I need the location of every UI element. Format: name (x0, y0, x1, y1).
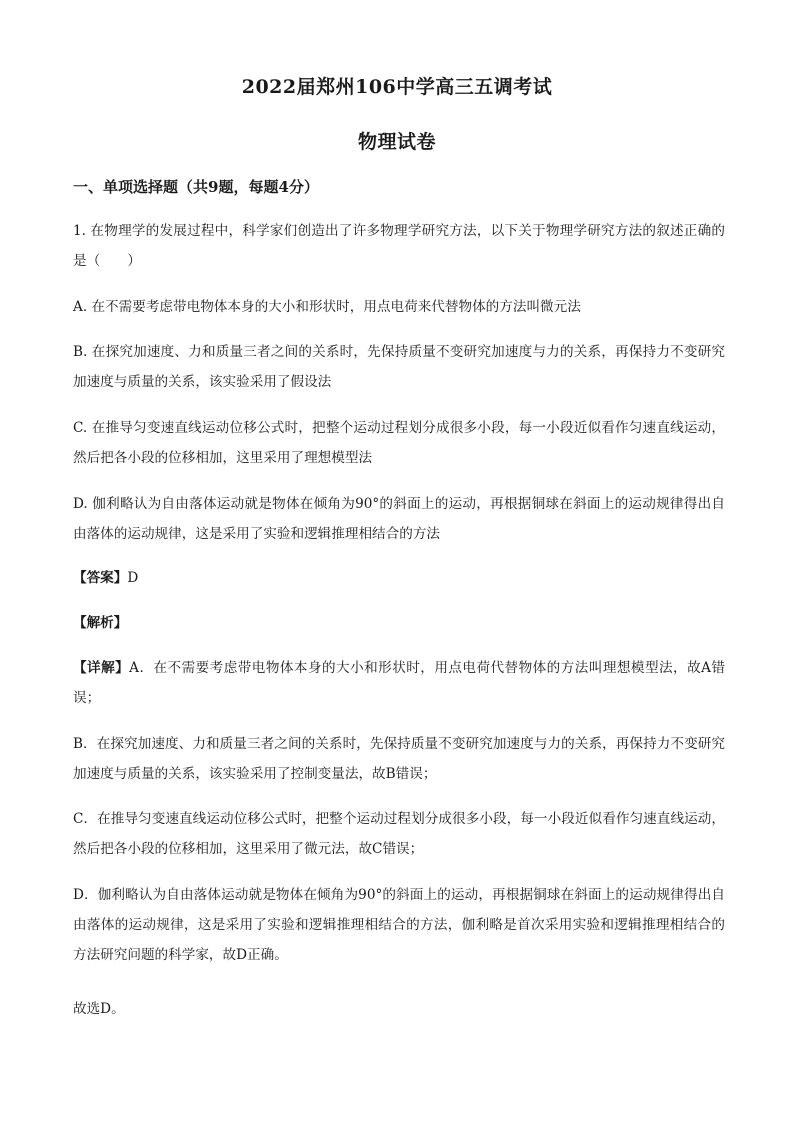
answer-value: D (127, 570, 139, 586)
exam-subtitle: 物理试卷 (357, 131, 436, 153)
analysis-item-a (73, 653, 725, 713)
analysis-label-text: 【解析】 (73, 615, 128, 631)
question-stem: 1. 在物理学的发展过程中，科学家们创造出了许多物理学研究方法，以下关于物理学研究方法的叙述正确的是（ ） (73, 223, 725, 269)
exam-title: 2022届郑州106中学高三五调考试 (241, 76, 553, 98)
answer-line (73, 563, 725, 593)
option-d: D. 伽利略认为自由落体运动就是物体在倾角为90°的斜面上的运动，再根据铜球在斜面上的运动规律得出自由落体的运动规律，这是采用了实验和逻辑推理相结合的方法 (73, 496, 725, 542)
answer-label: 【答案】 (73, 570, 128, 586)
conclusion: 故选D。 (73, 1001, 125, 1017)
analysis-item-a-text: A．在不需要考虑带电物体本身的大小和形状时，用点电荷代替物体的方法叫理想模型法，故A错误； (73, 660, 725, 706)
analysis-item-d: D．伽利略认为自由落体运动就是物体在倾角为90°的斜面上的运动，再根据铜球在斜面上的运动规律得出自由落体的运动规律，这是采用了实验和逻辑推理相结合的方法，伽利略是首次采用实验和逻辑推理相结合的方法研究问题的科学家，故D正确。 (73, 887, 725, 963)
analysis-item-c: C．在推导匀变速直线运动位移公式时，把整个运动过程划分成很多小段，每一小段近似看作匀速直线运动，然后把各小段的位移相加，这里采用了微元法，故C错误； (73, 811, 725, 857)
section-heading: 一、单项选择题（共9题，每题4分） (73, 178, 319, 196)
detail-label: 【详解】 (73, 660, 130, 676)
option-c: C. 在推导匀变速直线运动位移公式时，把整个运动过程划分成很多小段，每一小段近似看作匀速直线运动，然后把各小段的位移相加，这里采用了理想模型法 (73, 420, 725, 466)
option-a: A. 在不需要考虑带电物体本身的大小和形状时，用点电荷来代替物体的方法叫微元法 (73, 299, 581, 315)
option-b: B. 在探究加速度、力和质量三者之间的关系时，先保持质量不变研究加速度与力的关系，再保持力不变研究加速度与质量的关系，该实验采用了假设法 (73, 344, 725, 390)
analysis-label (73, 608, 725, 638)
analysis-item-b: B．在探究加速度、力和质量三者之间的关系时，先保持质量不变研究加速度与力的关系，再保持力不变研究加速度与质量的关系，该实验采用了控制变量法，故B错误； (73, 736, 725, 782)
